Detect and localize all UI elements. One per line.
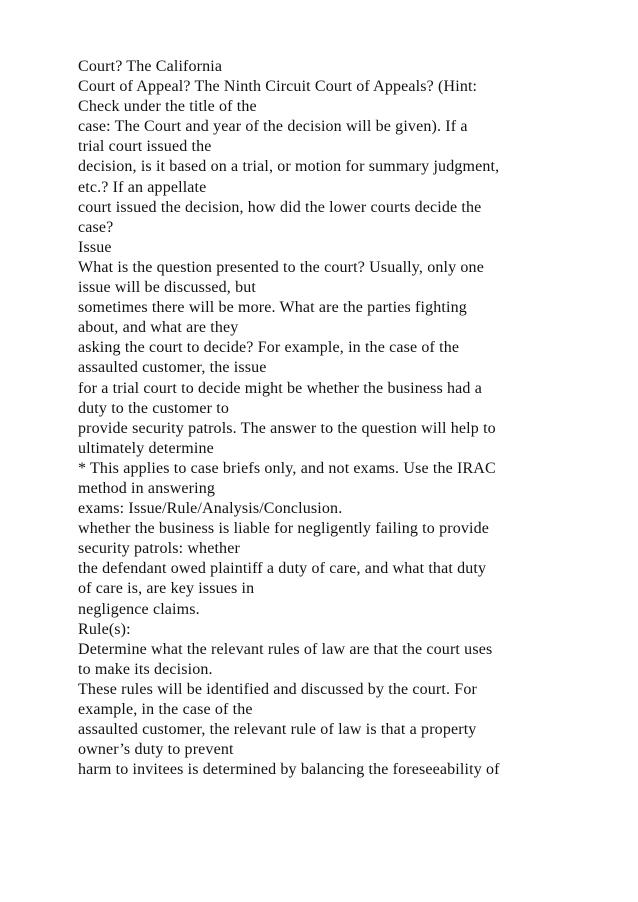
text-line: These rules will be identified and discussed by the court. For: [78, 680, 477, 698]
text-line: ultimately determine: [78, 439, 214, 457]
text-line: case: The Court and year of the decision will be given). If a: [78, 118, 468, 136]
text-line: negligence claims.: [78, 600, 200, 618]
text-line: Court? The California: [78, 58, 223, 75]
footnote-line: method in answering: [78, 479, 216, 497]
text-line: issue will be discussed, but: [78, 279, 256, 297]
text-line: harm to invitees is determined by balancing the foreseeability of: [78, 761, 500, 779]
text-line: duty to the customer to: [78, 399, 229, 417]
text-line: Check under the title of the: [78, 98, 257, 116]
text-line: Court of Appeal? The Ninth Circuit Court of Appeals? (Hint:: [78, 78, 478, 96]
text-line: Determine what the relevant rules of law are that the court uses: [78, 640, 493, 658]
section-heading-rules: Rule(s):: [78, 620, 131, 638]
text-line: case?: [78, 218, 114, 236]
text-line: trial court issued the: [78, 138, 212, 156]
footnote-line: exams: Issue/Rule/Analysis/Conclusion.: [78, 500, 343, 518]
text-line: asking the court to decide? For example, in the case of the: [78, 339, 460, 357]
footnote-line: * This applies to case briefs only, and not exams. Use the IRAC: [78, 459, 496, 477]
text-line: provide security patrols. The answer to the question will help to: [78, 419, 496, 437]
text-line: whether the business is liable for negligently failing to provide: [78, 520, 489, 538]
section-heading-issue: Issue: [78, 238, 112, 256]
text-line: sometimes there will be more. What are the parties fighting: [78, 299, 467, 317]
text-line: of care is, are key issues in: [78, 580, 255, 598]
text-line: assaulted customer, the relevant rule of law is that a property: [78, 721, 477, 739]
text-line: to make its decision.: [78, 660, 213, 678]
text-line: about, and what are they: [78, 319, 239, 337]
text-line: What is the question presented to the court? Usually, only one: [78, 258, 484, 276]
text-line: security patrols: whether: [78, 540, 240, 558]
text-line: assaulted customer, the issue: [78, 359, 267, 377]
text-line: court issued the decision, how did the lower courts decide the: [78, 198, 482, 216]
text-line: example, in the case of the: [78, 701, 253, 718]
text-line: the defendant owed plaintiff a duty of care, and what that duty: [78, 560, 487, 578]
text-line: etc.? If an appellate: [78, 178, 207, 196]
text-line: decision, is it based on a trial, or motion for summary judgment,: [78, 158, 500, 176]
text-line: for a trial court to decide might be whether the business had a: [78, 379, 482, 397]
document-body: [78, 57, 618, 780]
text-line: owner’s duty to prevent: [78, 741, 234, 759]
